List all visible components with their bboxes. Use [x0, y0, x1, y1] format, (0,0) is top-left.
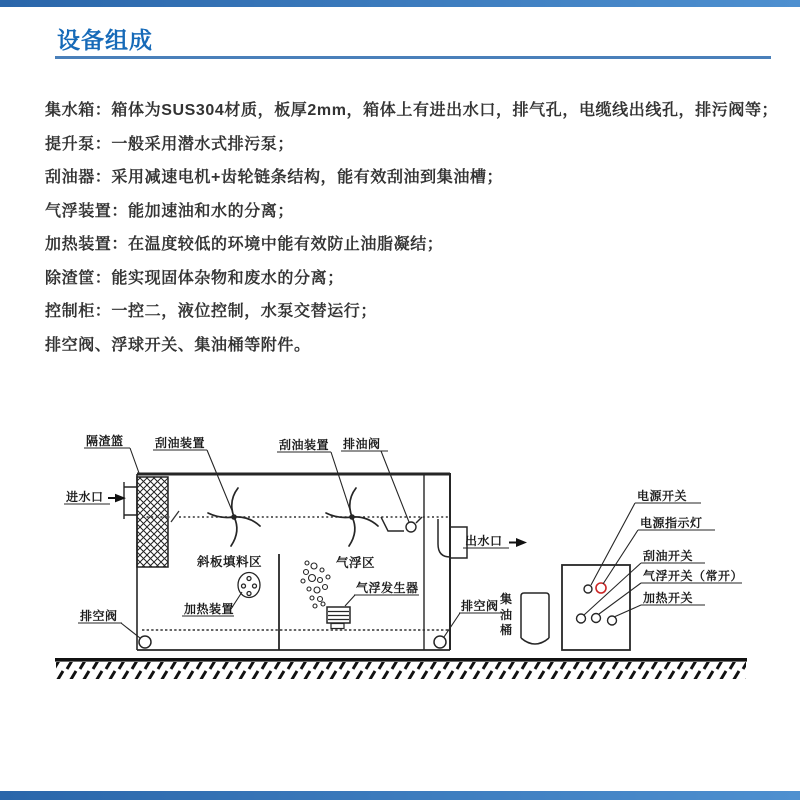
- equipment-description: [45, 92, 779, 360]
- label-flotation-switch: 气浮开关（常开）: [643, 569, 744, 583]
- flotation-generator-box: [327, 607, 350, 629]
- tank-outline: [137, 473, 450, 650]
- label-heater: 加热装置: [184, 602, 235, 616]
- oil-trough: [381, 517, 422, 532]
- power-indicator-circle: [596, 583, 606, 593]
- description-line-accessories: 排空阀、浮球开关、集油桶等附件。: [45, 336, 311, 354]
- label-oil-bucket: 集油桶: [500, 592, 513, 637]
- description-line-oil-scraper: 刮油器：采用减速电机+齿轮链条结构，能有效刮油到集油槽；: [45, 169, 504, 187]
- oil-bucket: [521, 593, 549, 644]
- label-scrape-switch: 刮油开关: [643, 549, 694, 563]
- title-underline: [55, 56, 771, 59]
- label-heating-switch: 加热开关: [643, 591, 694, 605]
- ground-hatch: [56, 662, 746, 679]
- label-drain-valve-left: 排空阀: [80, 609, 118, 623]
- label-flotation-generator: 气浮发生器: [356, 581, 419, 595]
- bottom-accent-bar: [0, 791, 800, 800]
- label-power-switch: 电源开关: [637, 489, 688, 503]
- scrape-switch-circle: [577, 614, 586, 623]
- outlet-pipe: [438, 519, 467, 558]
- control-box: [562, 565, 630, 650]
- label-plate-zone: 斜板填料区: [197, 555, 263, 569]
- label-power-indicator: 电源指示灯: [640, 516, 703, 530]
- flotation-switch-circle: [592, 614, 601, 623]
- drain-valve-circle-right: [434, 636, 446, 648]
- page-title: 设备组成: [57, 27, 153, 53]
- flotation-bubbles: [301, 561, 330, 608]
- description-line-heater: 加热装置：在温度较低的环境中能有效防止油脂凝结；: [45, 236, 444, 254]
- inlet-pipe: [124, 482, 137, 519]
- equipment-diagram: [0, 415, 800, 705]
- description-line-flotation: 气浮装置：能加速油和水的分离；: [45, 202, 295, 220]
- top-accent-bar: [0, 0, 800, 7]
- label-flotation-zone: 气浮区: [336, 556, 376, 570]
- heating-switch-circle: [608, 616, 617, 625]
- label-inlet: 进水口: [66, 490, 104, 504]
- label-drain-valve-right: 排空阀: [461, 599, 499, 613]
- water-dotted-line: [142, 511, 448, 522]
- description-line-lift-pump: 提升泵：一般采用潜水式排污泵；: [45, 135, 295, 153]
- scraper-swirl-2: [326, 488, 378, 546]
- grid-basket-hatch: [137, 477, 168, 567]
- label-oil-valve: 排油阀: [343, 437, 381, 451]
- description-line-slag-basket: 除渣筐：能实现固体杂物和废水的分离；: [45, 269, 344, 287]
- description-line-water-tank: 集水箱：箱体为SUS304材质，板厚2mm，箱体上有进出水口，排气孔，电缆线出线孔，排污阀等；: [45, 102, 779, 120]
- label-grid-basket: 隔渣篮: [86, 434, 124, 448]
- label-scraper-1: 刮油装置: [155, 436, 206, 450]
- power-switch-circle: [584, 585, 592, 593]
- description-line-control-cabinet: 控制柜：一控二，液位控制，水泵交替运行；: [45, 303, 378, 321]
- ground-line: [55, 658, 747, 662]
- drain-valve-circle-left: [139, 636, 151, 648]
- outlet-arrow: [509, 538, 527, 547]
- label-outlet: 出水口: [465, 534, 503, 548]
- label-scraper-2: 刮油装置: [279, 438, 330, 452]
